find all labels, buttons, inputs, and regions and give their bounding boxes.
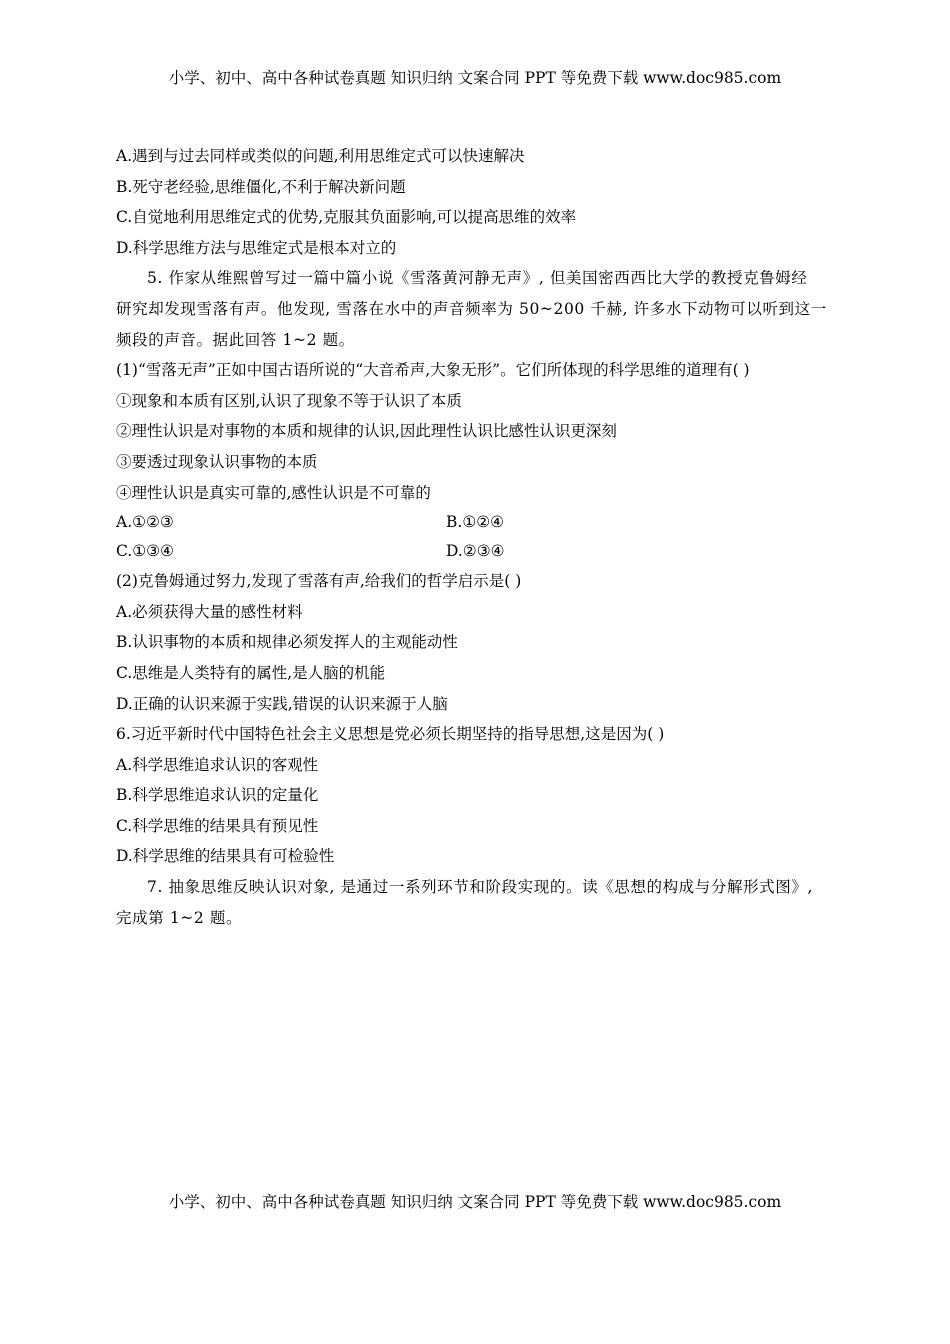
page-header: 小学、初中、高中各种试卷真题 知识归纳 文案合同 PPT 等免费下载 www.doc985.com xyxy=(168,69,782,87)
q6-option-b: B.科学思维追求认识的定量化 xyxy=(116,786,319,805)
q5-intro-line-2: 研究却发现雪落有声。他发现, 雪落在水中的声音频率为 50~200 千赫, 许多水下动物可以听到这一 xyxy=(116,299,827,318)
q5-1-options-row-1 xyxy=(116,508,836,537)
q5-1-stem: (1)“雪落无声”正如中国古语所说的“大音希声,大象无形”。它们所体现的科学思维的道理有( ) xyxy=(116,361,750,380)
q5-2-option-a: A.必须获得大量的感性材料 xyxy=(116,602,303,621)
q5-2-option-c: C.思维是人类特有的属性,是人脑的机能 xyxy=(116,663,386,682)
q5-1-statement-3: ③要透过现象认识事物的本质 xyxy=(116,452,318,471)
q6-option-c: C.科学思维的结果具有预见性 xyxy=(116,816,319,835)
q5-1-statement-4: ④理性认识是真实可靠的,感性认识是不可靠的 xyxy=(116,483,431,502)
document-body xyxy=(116,141,836,933)
q7-intro-line-1: 7. 抽象思维反映认识对象, 是通过一系列环节和阶段实现的。读《思想的构成与分解形式图》, xyxy=(147,878,813,897)
q5-1-option-a: A.①②③ xyxy=(116,513,174,532)
q6-stem: 6.习近平新时代中国特色社会主义思想是党必须长期坚持的指导思想,这是因为( ) xyxy=(116,725,665,744)
q5-1-statement-1: ①现象和本质有区别,认识了现象不等于认识了本质 xyxy=(116,391,462,410)
q5-2-stem: (2)克鲁姆通过努力,发现了雪落有声,给我们的哲学启示是( ) xyxy=(116,572,522,591)
q5-1-options-row-2 xyxy=(116,537,836,566)
q5-2-option-b: B.认识事物的本质和规律必须发挥人的主观能动性 xyxy=(116,633,458,652)
q4-option-a: A.遇到与过去同样或类似的问题,利用思维定式可以快速解决 xyxy=(116,147,525,165)
q4-option-b: B.死守老经验,思维僵化,不利于解决新问题 xyxy=(116,177,406,196)
q5-intro-line-1: 5. 作家从维熙曾写过一篇中篇小说《雪落黄河静无声》, 但美国密西西比大学的教授克鲁姆经 xyxy=(147,269,808,288)
q5-1-statement-2: ②理性认识是对事物的本质和规律的认识,因此理性认识比感性认识更深刻 xyxy=(116,422,617,441)
q5-intro-line-3: 频段的声音。据此回答 1~2 题。 xyxy=(116,330,355,349)
q4-option-d: D.科学思维方法与思维定式是根本对立的 xyxy=(116,238,397,257)
page-footer: 小学、初中、高中各种试卷真题 知识归纳 文案合同 PPT 等免费下载 www.doc985.com xyxy=(168,1193,782,1211)
q5-1-option-b: B.①②④ xyxy=(446,513,505,532)
q5-1-option-d: D.②③④ xyxy=(446,542,505,561)
q4-option-c: C.自觉地利用思维定式的优势,克服其负面影响,可以提高思维的效率 xyxy=(116,208,577,227)
q7-intro-line-2: 完成第 1~2 题。 xyxy=(116,908,243,927)
q6-option-d: D.科学思维的结果具有可检验性 xyxy=(116,847,335,866)
q5-2-option-d: D.正确的认识来源于实践,错误的认识来源于人脑 xyxy=(116,694,448,713)
q5-1-option-c: C.①③④ xyxy=(116,542,174,561)
q6-option-a: A.科学思维追求认识的客观性 xyxy=(116,755,319,774)
